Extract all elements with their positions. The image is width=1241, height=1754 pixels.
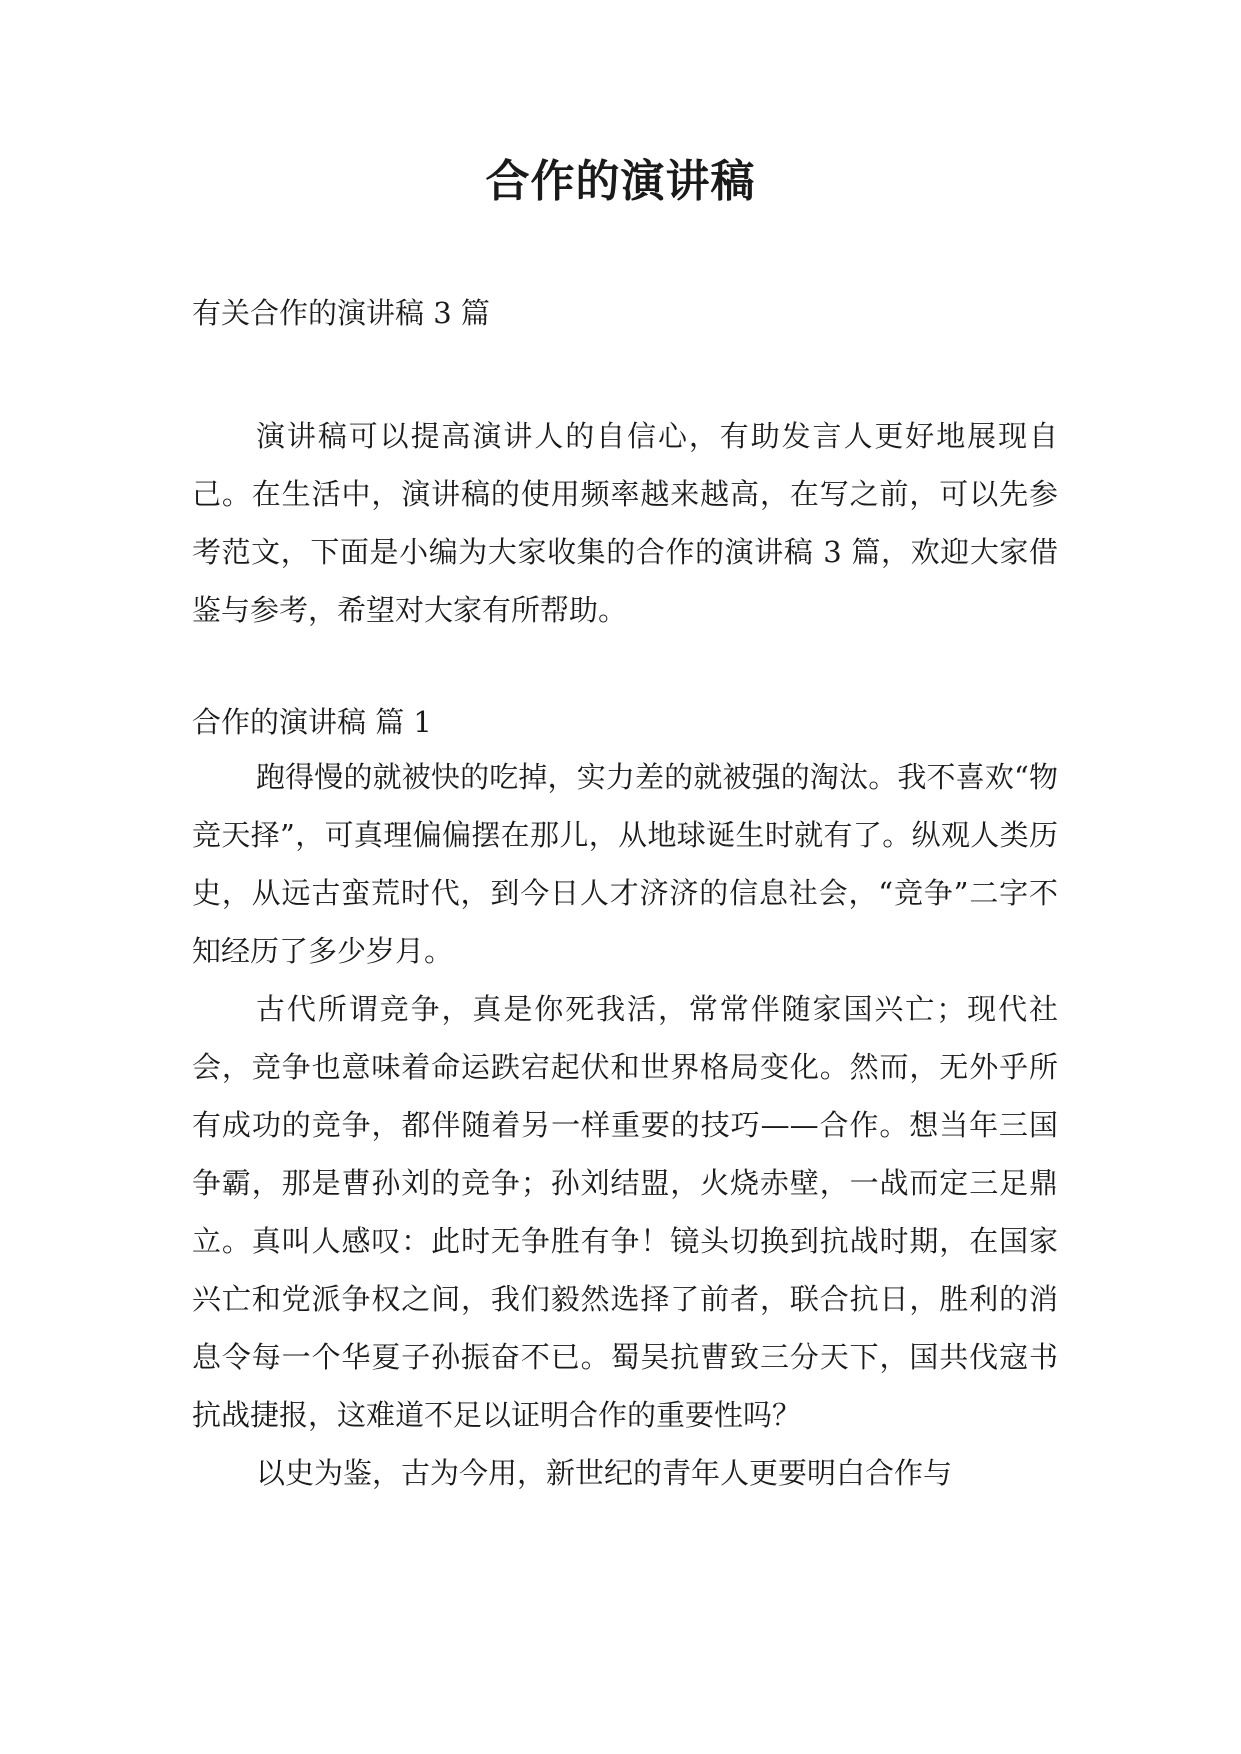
section-heading: 合作的演讲稿 篇 1 — [192, 705, 432, 739]
intro-paragraph: 演讲稿可以提高演讲人的自信心，有助发言人更好地展现自己。在生活中，演讲稿的使用频率越来越高，在写之前，可以先参考范文，下面是小编为大家收集的合作的演讲稿 3 篇，欢迎大家借鉴与参考，希望对大家有所帮助。 — [192, 419, 1058, 627]
body-paragraph-2: 古代所谓竞争，真是你死我活，常常伴随家国兴亡；现代社会，竞争也意味着命运跌宕起伏和世界格局变化。然而，无外乎所有成功的竞争，都伴随着另一样重要的技巧——合作。想当年三国争霸，那是曹孙刘的竞争；孙刘结盟，火烧赤壁，一战而定三足鼎立。真叫人感叹：此时无争胜有争！镜头切换到抗战时期，在国家兴亡和党派争权之间，我们毅然选择了前者，联合抗日，胜利的消息令每一个华夏子孙振奋不已。蜀吴抗曹致三分天下，国共伐寇书抗战捷报，这难道不足以证明合作的重要性吗？ — [192, 992, 1058, 1432]
body-paragraph-3: 以史为鉴，古为今用，新世纪的青年人更要明白合作与 — [256, 1456, 953, 1490]
body-paragraph-1: 跑得慢的就被快的吃掉，实力差的就被强的淘汰。我不喜欢“物竞天择”，可真理偏偏摆在那儿，从地球诞生时就有了。纵观人类历史，从远古蛮荒时代，到今日人才济济的信息社会，“竞争”二字不知经历了多少岁月。 — [192, 760, 1058, 968]
section-body — [192, 748, 1058, 1502]
document-title: 合作的演讲稿 — [485, 156, 756, 207]
document-subtitle: 有关合作的演讲稿 3 篇 — [192, 296, 490, 330]
